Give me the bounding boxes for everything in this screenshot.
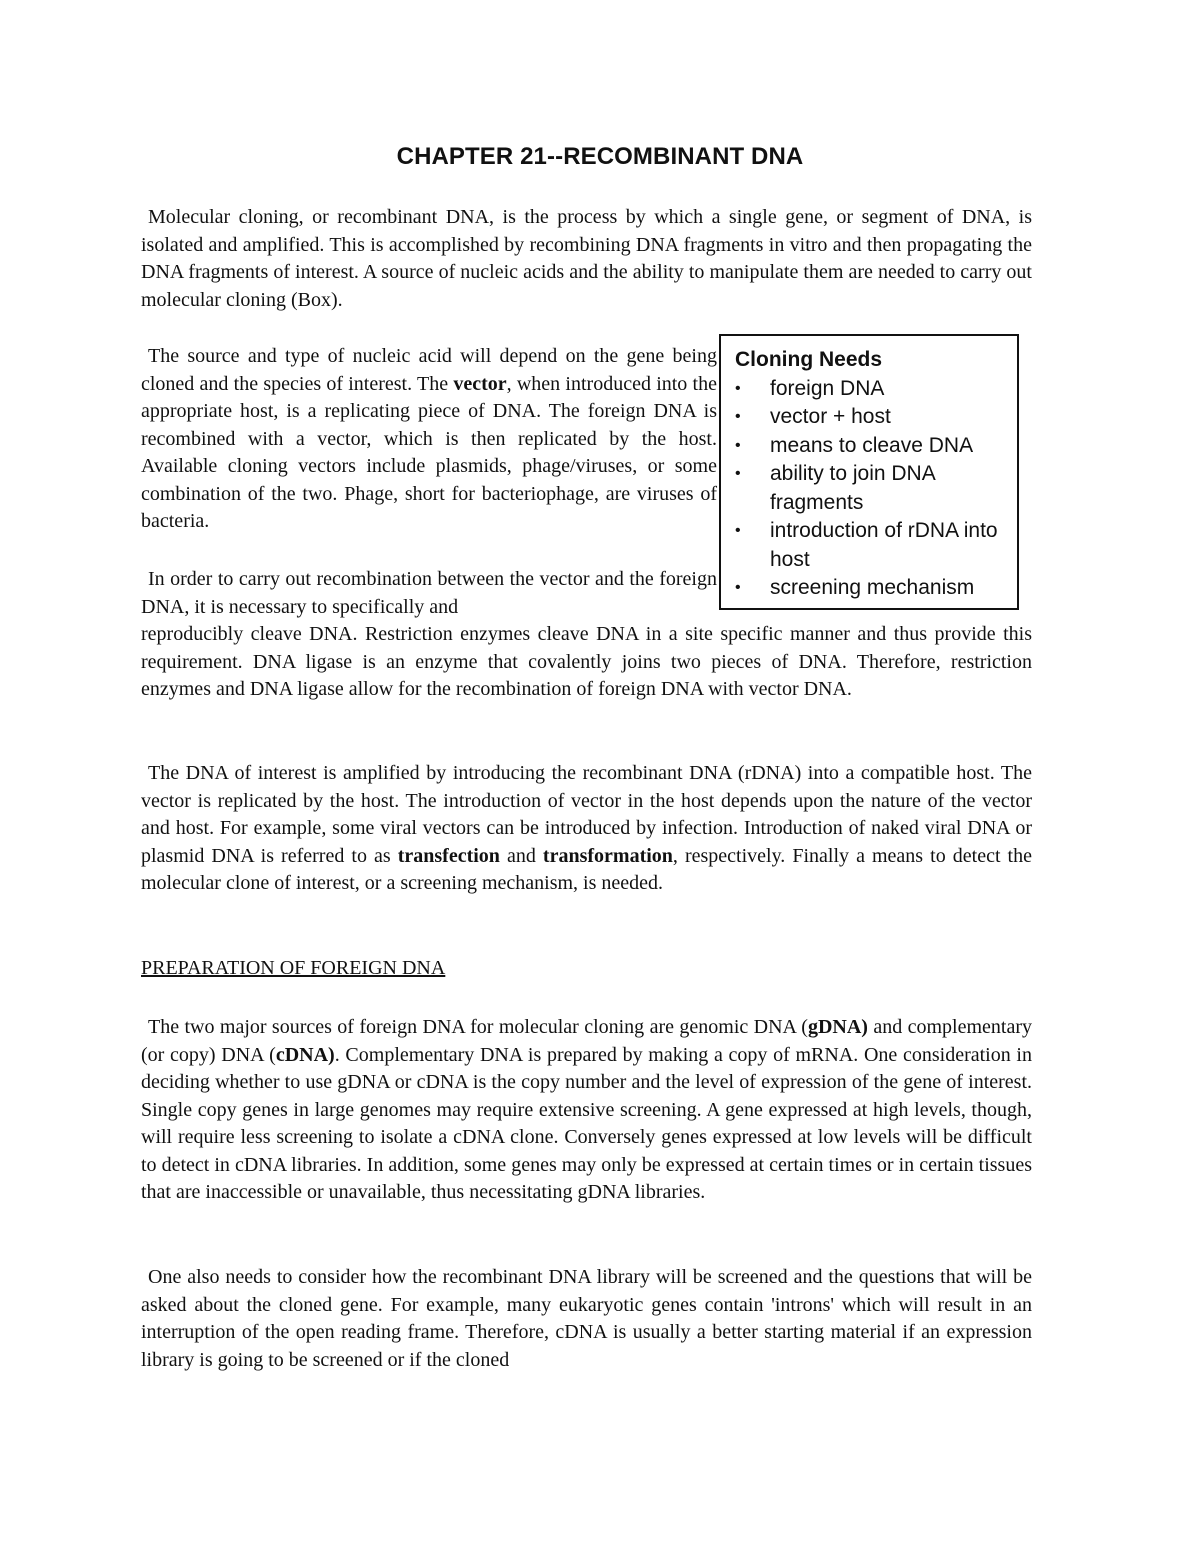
paragraph-sources-text-c: and complementary (or copy) DNA ( [141, 1016, 1032, 1066]
paragraph-amplify-text-e: , respectively. Finally a means to detect the molecular clone of interest, or a screening mechanism, is needed. [141, 844, 1032, 894]
term-transfection: transfection [397, 844, 500, 867]
paragraph-cleave-text-a: In order to carry out recombination between the vector and the foreign DNA, it is necessary to specifically and [141, 568, 717, 618]
list-item [721, 403, 1017, 432]
paragraph-intro [141, 204, 1032, 314]
paragraph-vector-text-c: , when introduced into the appropriate host, is a replicating piece of DNA. The foreign DNA is recombined with a vector, which is then replicated by the host. Available cloning vectors include plasmids, phage/viruses, or some combination of the two. Phage, short for bacteriophage, are viruses of bacteria. [141, 372, 717, 532]
paragraph-cleave-text-b: reproducibly cleave DNA. Restriction enzymes cleave DNA in a site specific manner and thus provide this requirement. DNA ligase is an enzyme that covalently joins two pieces of DNA. Therefore, restriction enzymes and DNA ligase allow for the recombination of foreign DNA with vector DNA. [141, 623, 1032, 700]
paragraph-screening-text: One also needs to consider how the recombinant DNA library will be screened and the questions that will be asked about the cloned gene. For example, many eukaryotic genes contain 'introns' which will result in an interruption of the open reading frame. Therefore, cDNA is usually a better starting material if an expression library is going to be screened or if the cloned [141, 1266, 1032, 1371]
paragraph-cleave-part2 [141, 621, 1032, 704]
paragraph-screening [141, 1264, 1032, 1374]
term-cdna: cDNA) [275, 1043, 335, 1066]
paragraph-amplify-text-c: and [499, 844, 543, 867]
list-item [721, 460, 1017, 517]
box-title: Cloning Needs [735, 348, 883, 371]
cloning-needs-box [719, 334, 1019, 610]
paragraph-amplify-text-a: The DNA of interest is amplified by introducing the recombinant DNA (rDNA) into a compatible host. The vector is replicated by the host. The introduction of vector in the host depends upon the nature of the vector and host. For example, some viral vectors can be introduced by infection. Introduction of naked viral DNA or plasmid DNA is referred to as [141, 762, 1032, 867]
bullet-icon: • [735, 522, 741, 539]
section-heading: PREPARATION OF FOREIGN DNA [141, 957, 446, 979]
term-vector: vector [453, 372, 507, 395]
term-transformation: transformation [542, 844, 673, 867]
paragraph-sources [141, 1014, 1032, 1207]
list-item-text: means to cleave DNA [770, 433, 974, 457]
bullet-icon: • [735, 465, 741, 482]
cloning-needs-list [721, 375, 1017, 603]
bullet-icon: • [735, 579, 741, 596]
paragraph-intro-text: Molecular cloning, or recombinant DNA, is the process by which a single gene, or segment of DNA, is isolated and amplified. This is accomplished by recombining DNA fragments in vitro and then propagating the DNA fragments of interest. A source of nucleic acids and the ability to manipulate them are needed to carry out molecular cloning (Box). [141, 206, 1032, 311]
paragraph-cleave-part1 [141, 566, 717, 621]
bullet-icon: • [735, 379, 741, 397]
bullet-icon: • [735, 436, 741, 454]
list-item-text: screening mechanism [770, 576, 975, 599]
paragraph-vector [141, 343, 717, 536]
paragraph-sources-text-e: . Complementary DNA is prepared by making a copy of mRNA. One consideration in deciding whether to use gDNA or cDNA is the copy number and the level of expression of the gene of interest. Single copy genes in large genomes may require extensive screening. A gene expressed at high levels, though, will require less screening to isolate a cDNA clone. Conversely genes expressed at low levels will be difficult to detect in cDNA libraries. In addition, some genes may only be expressed at certain times or in certain tissues that are inaccessible or unavailable, thus necessitating gDNA libraries. [141, 1043, 1032, 1203]
list-item [721, 432, 1017, 461]
paragraph-vector-text-a: The source and type of nucleic acid will depend on the gene being cloned and the species of interest. The [141, 345, 717, 395]
list-item-text: vector + host [770, 405, 891, 428]
list-item [721, 517, 1017, 574]
list-item-text: introduction of rDNA into host [770, 519, 998, 571]
list-item [721, 375, 1017, 404]
list-item-text: foreign DNA [770, 376, 885, 400]
list-item [721, 574, 1017, 603]
paragraph-sources-text-a: The two major sources of foreign DNA for molecular cloning are genomic DNA ( [148, 1016, 808, 1038]
chapter-title: CHAPTER 21--RECOMBINANT DNA [396, 143, 804, 170]
paragraph-amplify [141, 760, 1032, 898]
list-item-text: ability to join DNA fragments [770, 462, 935, 514]
bullet-icon: • [735, 408, 741, 425]
term-gdna: gDNA) [807, 1016, 868, 1038]
